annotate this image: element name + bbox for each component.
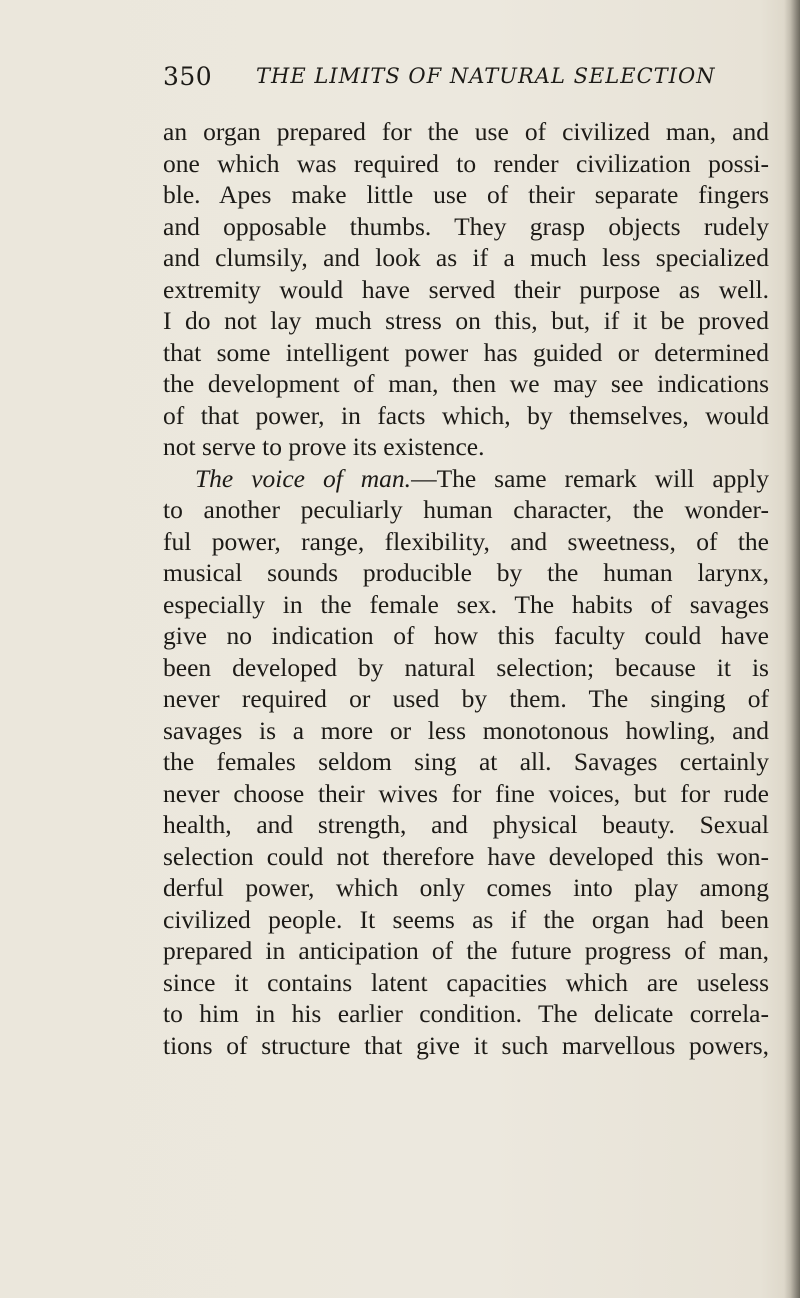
- text-line: musical sounds producible by the human larynx,: [163, 558, 769, 587]
- text-line: the females seldom sing at all. Savages certainly: [163, 747, 769, 776]
- text-line: prepared in anticipation of the future progress of man,: [163, 936, 769, 965]
- text-line: an organ prepared for the use of civilized man, and: [163, 117, 769, 146]
- text-line: derful power, which only comes into play among: [163, 873, 769, 902]
- text-line: health, and strength, and physical beauty. Sexual: [163, 810, 769, 839]
- running-title: THE LIMITS OF NATURAL SELECTION: [256, 64, 716, 88]
- text-line: I do not lay much stress on this, but, if it be proved: [163, 306, 769, 335]
- text-line: and clumsily, and look as if a much less specialized: [163, 243, 769, 272]
- text-line: tions of structure that give it such marvellous powers,: [163, 1030, 769, 1060]
- text-line: never choose their wives for fine voices, but for rude: [163, 778, 769, 808]
- text-line: one which was required to render civilization possi-: [163, 148, 769, 178]
- text-line: selection could not therefore have developed this won-: [163, 841, 769, 871]
- text-line: the development of man, then we may see indications: [163, 369, 769, 398]
- text-line: especially in the female sex. The habits of savages: [163, 589, 769, 619]
- text-line: give no indication of how this faculty could have: [163, 621, 769, 650]
- text-line: to another peculiarly human character, the wonder-: [163, 495, 769, 524]
- page-edge-shadow: [784, 0, 800, 1298]
- text-line: ble. Apes make little use of their separate fingers: [163, 180, 769, 209]
- body-text: [163, 116, 769, 1061]
- page-number: 350: [163, 62, 213, 91]
- text-line: been developed by natural selection; because it is: [163, 652, 769, 682]
- text-line: civilized people. It seems as if the organ had been: [163, 904, 769, 934]
- text-line: of that power, in facts which, by themselves, would: [163, 400, 769, 430]
- section-heading-line: [163, 463, 769, 495]
- text-line: savages is a more or less monotonous howling, and: [163, 715, 769, 745]
- page-header: [163, 62, 723, 102]
- heading-line-rest: —The same remark will apply: [411, 463, 769, 493]
- text-line: never required or used by them. The singing of: [163, 684, 769, 713]
- text-line: and opposable thumbs. They grasp objects rudely: [163, 211, 769, 241]
- section-heading: The voice of man.: [195, 463, 412, 493]
- text-line: ful power, range, flexibility, and sweetness, of the: [163, 526, 769, 556]
- text-line: not serve to prove its existence.: [163, 432, 485, 461]
- text-line: extremity would have served their purpose as well.: [163, 274, 769, 304]
- text-line: since it contains latent capacities which are useless: [163, 967, 769, 997]
- text-line: that some intelligent power has guided or determined: [163, 337, 769, 367]
- text-line: to him in his earlier condition. The delicate correla-: [163, 999, 769, 1028]
